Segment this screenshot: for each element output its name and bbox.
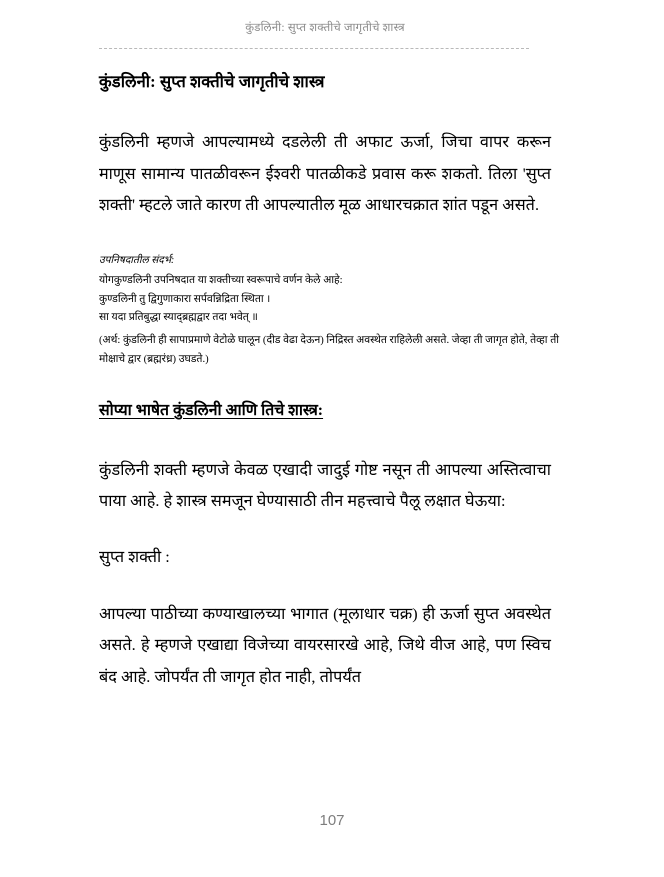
scripture-reference-block [99, 252, 559, 369]
paragraph-dormant-energy: आपल्या पाठीच्या कण्याखालच्या भागात (मूलाधार चक्र) ही ऊर्जा सुप्त अवस्थेत असते. हे म्हणजे एखाद्या विजेच्या वायरसारखे आहे, जिथे वीज आहे, पण स्विच बंद आहे. जोपर्यंत ती जागृत होत नाही, तोपर्यंत [99, 604, 551, 686]
sanskrit-verse-line-1: कुण्डलिनी तु द्विगुणाकारा सर्पवन्निद्रिता स्थिता । [99, 293, 271, 305]
scripture-intro-line: योगकुण्डलिनी उपनिषदात या शक्तीच्या स्वरूपाचे वर्णन केले आहे: [99, 275, 343, 287]
paragraph-intro: कुंडलिनी म्हणजे आपल्यामध्ये दडलेली ती अफाट ऊर्जा, जिचा वापर करून माणूस सामान्य पातळीवरून ईश्वरी पातळीकडे प्रवास करू शकतो. तिला 'सुप्त शक्ती' म्हटले जाते कारण ती आपल्यातील मूळ आधारचक्रात शांत पडून असते. [99, 132, 551, 215]
minor-heading-dormant-energy: सुप्त शक्ती : [99, 548, 170, 566]
section-subheading: सोप्या भाषेत कुंडलिनी आणि तिचे शास्त्र: [99, 402, 324, 420]
running-header: कुंडलिनी: सुप्त शक्तीचे जागृतीचे शास्त्र [245, 22, 405, 34]
page-content [99, 70, 559, 718]
header-divider-rule [99, 48, 529, 49]
sanskrit-verse-line-2: सा यदा प्रतिबुद्धा स्याद्ब्रह्मद्वार तदा भवेत् ॥ [99, 311, 258, 323]
page-title: कुंडलिनी: सुप्त शक्तीचे जागृतीचे शास्त्र [99, 72, 325, 91]
sanskrit-verse-meaning: (अर्थ: कुंडलिनी ही सापाप्रमाणे वेटोळे घालून (दीड वेढा देऊन) निद्रिस्त अवस्थेत राहिलेली असते. जेव्हा ती जागृत होते, तेव्हा ती मोक्षाचे द्वार (ब्रह्मरंध्र) उघडते.) [99, 335, 559, 365]
page-number: 107 [319, 812, 345, 829]
scripture-reference-label: उपनिषदातील संदर्भ: [99, 254, 175, 266]
paragraph-overview: कुंडलिनी शक्ती म्हणजे केवळ एखादी जादुई गोष्ट नसून ती आपल्या अस्तित्वाचा पाया आहे. हे शास्त्र समजून घेण्यासाठी तीन महत्त्वाचे पैलू लक्षात घेऊया: [99, 460, 551, 511]
